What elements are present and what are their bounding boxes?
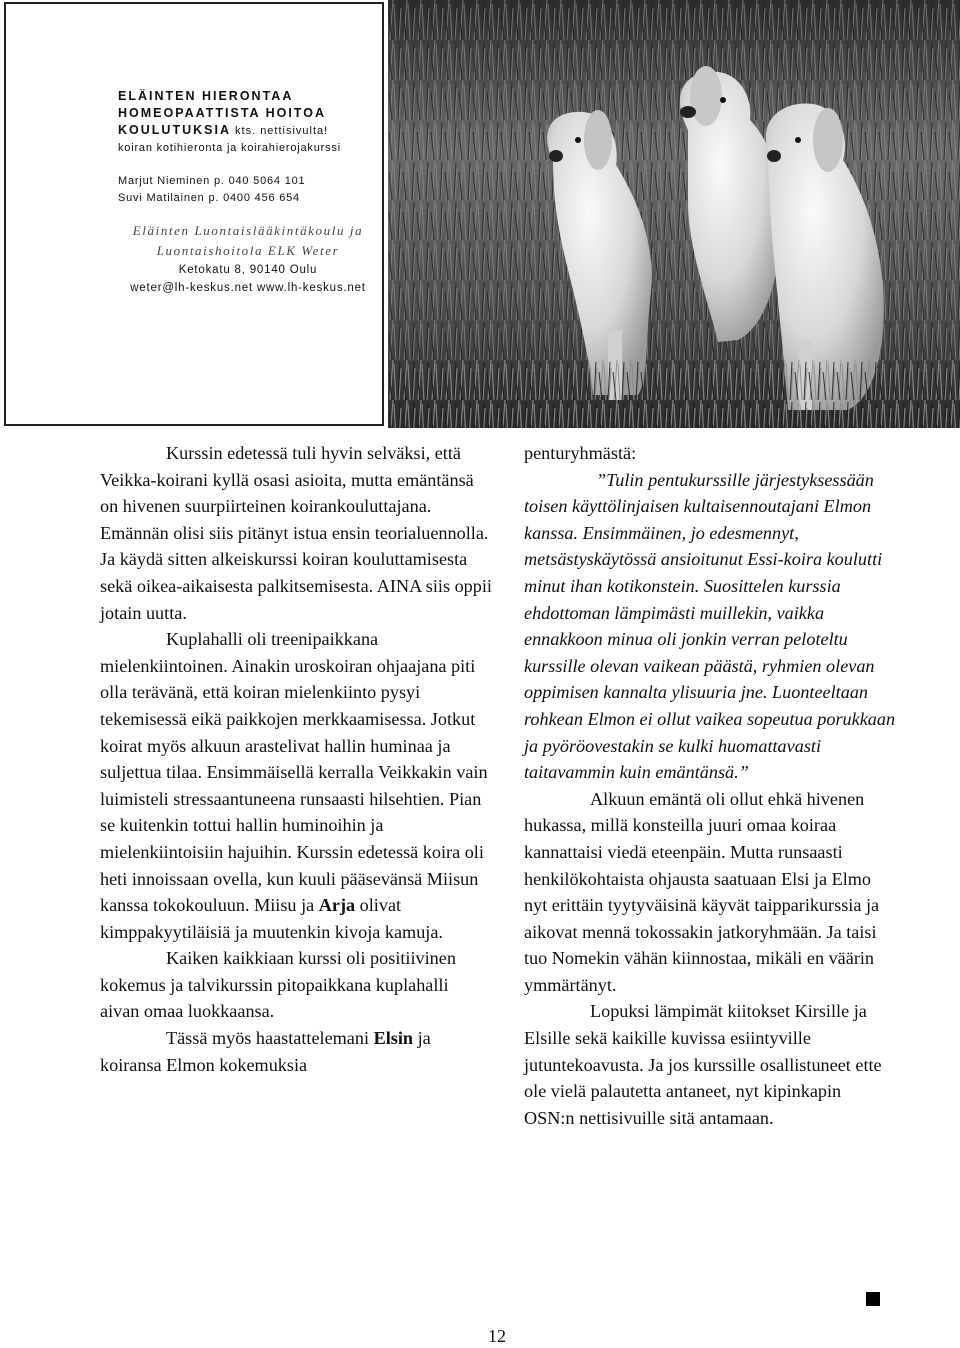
dogs-photo bbox=[388, 0, 960, 428]
ad-web: weter@lh-keskus.net www.lh-keskus.net bbox=[130, 282, 366, 294]
paragraph-puppy-group: penturyhmästä: bbox=[524, 443, 637, 463]
interview-intro-end: ja koiransa Elmon kokemuksia bbox=[100, 1028, 431, 1075]
ad-school-line1: Eläinten Luontaislääkintäkoulu ja bbox=[132, 223, 364, 238]
paragraph-interview-intro bbox=[100, 1025, 492, 1078]
advertisement-box bbox=[4, 2, 384, 426]
ad-heading-courses bbox=[118, 122, 390, 140]
ad-heading-homeopathy: HOMEOPAATTISTA HOITOA bbox=[118, 106, 326, 120]
dogs-illustration bbox=[388, 0, 960, 428]
page-number: 12 bbox=[488, 1326, 506, 1346]
end-of-article-mark bbox=[866, 1292, 880, 1306]
ad-school-name bbox=[118, 221, 378, 261]
paragraph-bubble-hall-end: olivat kimppakyytiläisiä ja muutenkin kivoja kamuja. bbox=[100, 895, 443, 942]
paragraph-summary: Kaiken kaikkiaan kurssi oli positiivinen kokemus ja talvikurssin pitopaikkana kuplahalli aivan omaa luokkaansa. bbox=[100, 948, 456, 1022]
quote-elsi: ”Tulin pentukurssille järjestyksessään toisen käyttölinjaisen kultaisennoutajani Elmon kanssa. Ensimmäinen, jo edesmennyt, metsästyskäytössä ansioitunut Essi-koira koulutti minut ihan kotikonstein. Suosittelen kurssia ehdottoman lämpimästi muillekin, vaikka ennakkoon minua oli jonkin verran peloteltu kurssille olevan vaikean päästä, ryhmien olevan oppimisen kannalta ylisuuria jne. Luonteeltaan rohkean Elmon ei ollut vaikea sopeutua porukkaan ja pyöröovestakin se kulki huomattavasti taitavammin kuin emäntänsä.” bbox=[524, 469, 896, 783]
paragraph-bubble-hall-text: Kuplahalli oli treenipaikkana mielenkiintoinen. Ainakin uroskoiran ohjaajana piti olla terävänä, että koiran mielenkiinto pysyi tekemisessä eikä paikkojen merkkaamisessa. Jotkut koirat myös alkuun arastelivat hallin huminaa ja suljettua tilaa. Ensimmäisellä kerralla Veikkakin vain luimisteli stressaantuneena runsaasti hilsehtien. Pian se kuitenkin tottui hallin huminoihin ja mielenkiintoisiin hajuihin. Kurssin edetessä koira oli heti innoissaan ovella, kun kuuli pääsevänsä Miisun kanssa tokokouluun. Miisu ja bbox=[100, 629, 488, 916]
ad-contacts bbox=[118, 173, 390, 207]
ad-contact-marjut: Marjut Nieminen p. 040 5064 101 bbox=[118, 175, 306, 187]
ad-school-line2: Luontaishoitola ELK Weter bbox=[156, 243, 340, 258]
paragraph-owner-progress: Alkuun emäntä oli ollut ehkä hivenen hukassa, millä konsteilla juuri omaa koiraa kannattaisi viedä eteenpäin. Mutta runsaasti henkilökohtaista ohjausta saatuaan Elsi ja Elmo nyt erittäin tyytyväisinä käyvät taipparikurssia ja aikovat mennä tokossakin jatkoryhmään. Ja taisi tuo Nomekin vähän kiinnostaa, mikäli en väärin ymmärtänyt. bbox=[524, 788, 880, 995]
name-arja: Arja bbox=[318, 895, 356, 916]
paragraph-course-progress: Kurssin edetessä tuli hyvin selväksi, että Veikka-koirani kyllä osasi asioita, mutta emäntänsä on hivenen suurpiirteinen koirankouluttajana. Emännän olisi siis pitänyt istua ensin teorialuennolla. Ja käydä sitten alkeiskurssi koiran kouluttamisesta sekä oikea-aikaisesta palkitsemisesta. AINA siis oppii jotain uutta. bbox=[100, 443, 492, 623]
ad-heading-massage: ELÄINTEN HIERONTAA bbox=[118, 89, 294, 103]
ad-contact-suvi: Suvi Matilainen p. 0400 456 654 bbox=[118, 192, 300, 204]
advertisement-content bbox=[118, 88, 390, 297]
ad-courses-rest: kts. nettisivulta! bbox=[230, 125, 329, 137]
paragraph-thanks: Lopuksi lämpimät kiitokset Kirsille ja Elsille sekä kaikille kuvissa esiintyville jutuntekoavusta. Ja jos kurssille osallistuneet ette ole vielä palautetta antaneet, nyt kipinkapin OSN:n nettisivuille sitä antamaan. bbox=[524, 1001, 882, 1128]
interview-intro-start: Tässä myös haastattelemani bbox=[166, 1028, 374, 1049]
ad-address: Ketokatu 8, 90140 Oulu bbox=[178, 264, 318, 276]
article-column-right bbox=[524, 440, 896, 1131]
article-column-left bbox=[100, 440, 492, 1078]
paragraph-bubble-hall bbox=[100, 626, 492, 945]
name-elsi: Elsin bbox=[373, 1028, 414, 1049]
ad-services: koiran kotihieronta ja koirahierojakurssi bbox=[118, 142, 341, 154]
ad-courses-bold: KOULUTUKSIA bbox=[118, 123, 231, 137]
